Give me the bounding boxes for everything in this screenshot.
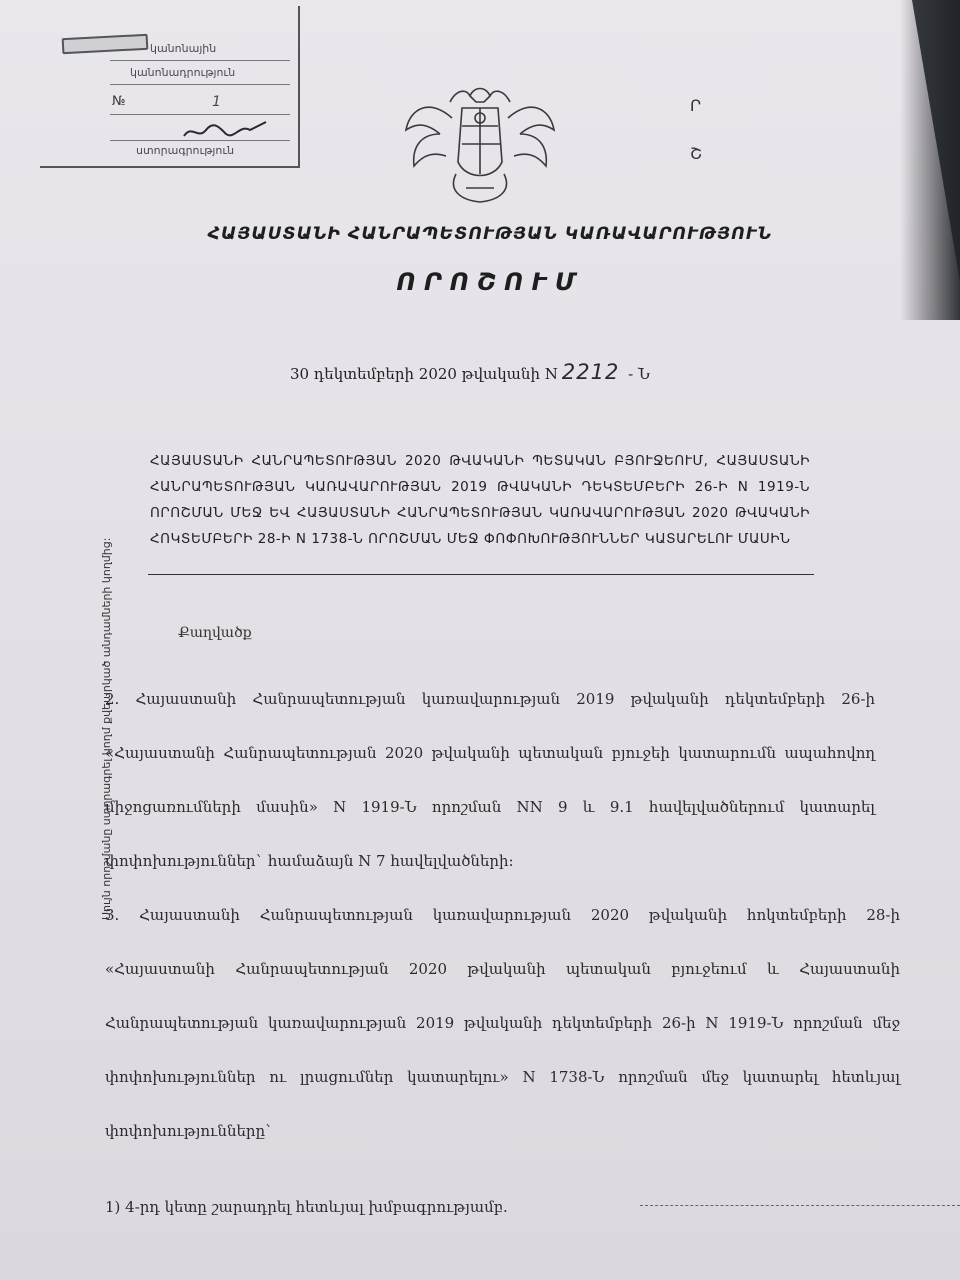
stamp-slot — [110, 84, 290, 85]
government-title: ՀԱՅԱՍՏԱՆԻ ՀԱՆՐԱՊԵՏՈՒԹՅԱՆ ԿԱՌԱՎԱՐՈՒԹՅՈՒՆ — [207, 224, 773, 244]
extract-label: Քաղվածք — [178, 625, 252, 641]
stamp-number-label: № — [112, 94, 126, 109]
stamp-slot — [110, 114, 290, 115]
background-edge — [900, 0, 960, 320]
coat-of-arms-icon — [400, 78, 560, 208]
margin-mark: Շ — [690, 144, 703, 163]
decision-date-line — [290, 360, 650, 384]
paragraph-3: 3. Հայաստանի Հանրապետության կառավարության 2020 թվականի հոկտեմբերի 28-ի «Հայաստանի Հանրապետության 2020 թվականի պետական բյուջեում և Հայաստանի Հանրապետության կառավարության 2019 թվականի դեկտեմբերի 26-ի N 1919-Ն որոշման մեջ փոփոխություններ ու լրացումներ կատարելու» N 1738-Ն որոշման մեջ կատարել հետևյալ փոփոխությունները՝ — [105, 906, 900, 1140]
margin-note: Սույն որոշմանը ստորագրել կողմ քվեարկած անդամների կողմից: — [100, 537, 113, 920]
stamp-line-2: կանոնադրություն — [130, 66, 236, 79]
paragraph-2: 2. Հայաստանի Հանրապետության կառավարության 2019 թվականի դեկտեմբերի 26-ի «Հայաստանի Հանրապետության 2020 թվականի պետական բյուջեի կատարումն ապահովող միջոցառումների մասին» N 1919-Ն որոշման NN 9 և 9.1 հավելվածներում կատարել փոփոխություններ` համաձայն N 7 հավելվածների: — [105, 690, 875, 870]
margin-marks — [690, 82, 702, 178]
margin-mark: Ր — [690, 96, 702, 115]
stamp-line-1: կանոնային — [150, 42, 217, 55]
decision-subject: ՀԱՅԱՍՏԱՆԻ ՀԱՆՐԱՊԵՏՈՒԹՅԱՆ 2020 ԹՎԱԿԱՆԻ ՊԵՏԱԿԱՆ ԲՅՈՒՋԵՈՒՄ, ՀԱՅԱՍՏԱՆԻ ՀԱՆՐԱՊԵՏՈՒԹՅԱՆ ԿԱՌԱՎԱՐՈՒԹՅԱՆ 2019 ԹՎԱԿԱՆԻ ԴԵԿՏԵՄԲԵՐԻ 26-Ի N 1919-Ն ՈՐՈՇՄԱՆ ՄԵՋ ԵՎ ՀԱՅԱՍՏԱՆԻ ՀԱՆՐԱՊԵՏՈՒԹՅԱՆ ԿԱՌԱՎԱՐՈՒԹՅԱՆ 2020 ԹՎԱԿԱՆԻ ՀՈԿՏԵՄԲԵՐԻ 28-Ի N 1738-Ն ՈՐՈՇՄԱՆ ՄԵՋ ՓՈՓՈԽՈՒԹՅՈՒՆՆԵՐ ԿԱՏԱՐԵԼՈՒ ՄԱՍԻՆ — [150, 453, 810, 547]
stamp-number-value: 1 — [212, 94, 221, 110]
stamp-signature-label: ստորագրություն — [136, 144, 235, 157]
decision-date: 30 դեկտեմբերի 2020 թվականի — [290, 365, 540, 383]
stamp-slot — [110, 140, 290, 141]
decision-number-suffix: - Ն — [628, 365, 650, 383]
decision-number: 2212 — [561, 360, 620, 384]
stamp-slot — [110, 60, 290, 61]
item-1: 1) 4-րդ կետը շարադրել հետևյալ խմբագրությամբ. — [105, 1198, 508, 1216]
divider — [640, 1205, 960, 1206]
registration-stamp — [40, 6, 300, 168]
decision-number-prefix: N — [544, 365, 558, 383]
divider — [148, 574, 814, 575]
paper-clip-icon — [62, 34, 149, 54]
document-type: ՈՐՈՇՈՒՄ — [396, 268, 584, 296]
